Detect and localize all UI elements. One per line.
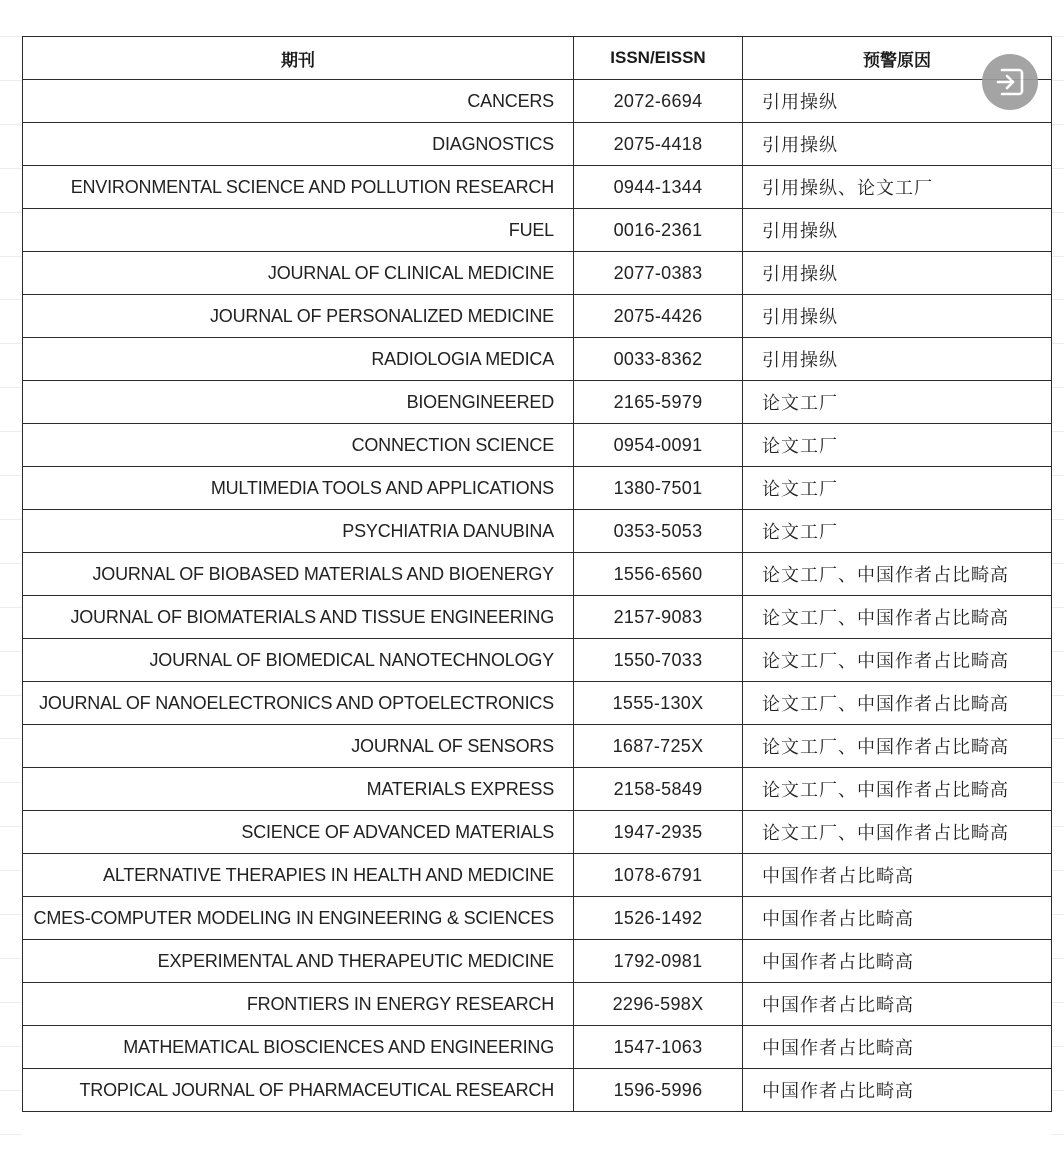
gridline-left [0,1090,22,1091]
issn-cell[interactable]: 1547-1063 [574,1026,743,1069]
journal-cell[interactable]: JOURNAL OF CLINICAL MEDICINE [23,252,574,295]
table-row [23,854,1052,897]
gridline-right [1051,431,1064,432]
gridline-right [1051,36,1064,37]
table-row [23,768,1052,811]
gridline-left [0,651,22,652]
journal-cell[interactable]: JOURNAL OF NANOELECTRONICS AND OPTOELECTRONICS [23,682,574,725]
gridline-left [0,168,22,169]
table-row [23,811,1052,854]
reason-cell[interactable]: 论文工厂、中国作者占比畸高 [743,768,1052,811]
reason-cell[interactable]: 引用操纵 [743,209,1052,252]
table-row [23,596,1052,639]
journal-cell[interactable]: JOURNAL OF PERSONALIZED MEDICINE [23,295,574,338]
journal-cell[interactable]: PSYCHIATRIA DANUBINA [23,510,574,553]
issn-cell[interactable]: 2072-6694 [574,80,743,123]
reason-cell[interactable]: 引用操纵、论文工厂 [743,166,1052,209]
issn-cell[interactable]: 0944-1344 [574,166,743,209]
issn-cell[interactable]: 2165-5979 [574,381,743,424]
table-row [23,682,1052,725]
issn-cell[interactable]: 2077-0383 [574,252,743,295]
reason-cell[interactable]: 中国作者占比畸高 [743,940,1052,983]
reason-cell[interactable]: 引用操纵 [743,123,1052,166]
gridline-left [0,343,22,344]
header-issn[interactable]: ISSN/EISSN [574,37,743,80]
journal-cell[interactable]: BIOENGINEERED [23,381,574,424]
gridline-right [1051,168,1064,169]
gridline-left [0,782,22,783]
gridline-left [0,36,22,37]
table-row [23,1069,1052,1112]
issn-cell[interactable]: 2075-4426 [574,295,743,338]
journal-cell[interactable]: JOURNAL OF BIOBASED MATERIALS AND BIOENERGY [23,553,574,596]
reason-cell[interactable]: 引用操纵 [743,295,1052,338]
gridline-left [0,695,22,696]
table-row [23,1026,1052,1069]
issn-cell[interactable]: 0033-8362 [574,338,743,381]
table-row [23,80,1052,123]
reason-cell[interactable]: 论文工厂、中国作者占比畸高 [743,811,1052,854]
reason-cell[interactable]: 引用操纵 [743,252,1052,295]
gridline-left [0,212,22,213]
journal-cell[interactable]: MATERIALS EXPRESS [23,768,574,811]
gridline-right [1051,387,1064,388]
issn-cell[interactable]: 1947-2935 [574,811,743,854]
reason-cell[interactable]: 论文工厂、中国作者占比畸高 [743,682,1052,725]
gridline-right [1051,738,1064,739]
table-row [23,510,1052,553]
reason-cell[interactable]: 引用操纵 [743,338,1052,381]
journal-cell[interactable]: DIAGNOSTICS [23,123,574,166]
gridline-left [0,80,22,81]
gridline-right [1051,343,1064,344]
reason-cell[interactable]: 论文工厂、中国作者占比畸高 [743,553,1052,596]
gridline-left [0,475,22,476]
gridline-right [1051,826,1064,827]
issn-cell[interactable]: 1550-7033 [574,639,743,682]
gridline-left [0,607,22,608]
header-reason[interactable]: 预警原因 [743,37,1052,80]
table-row [23,553,1052,596]
table-row [23,252,1052,295]
reason-cell[interactable]: 论文工厂、中国作者占比畸高 [743,725,1052,768]
issn-cell[interactable]: 1078-6791 [574,854,743,897]
table-row [23,897,1052,940]
reason-cell[interactable]: 论文工厂、中国作者占比畸高 [743,639,1052,682]
journal-cell[interactable]: RADIOLOGIA MEDICA [23,338,574,381]
gridline-left [0,1134,22,1135]
gridline-right [1051,519,1064,520]
issn-cell[interactable]: 1555-130X [574,682,743,725]
issn-cell[interactable]: 2158-5849 [574,768,743,811]
reason-cell[interactable]: 中国作者占比畸高 [743,1069,1052,1112]
reason-cell[interactable]: 论文工厂 [743,424,1052,467]
gridline-right [1051,124,1064,125]
issn-cell[interactable]: 0016-2361 [574,209,743,252]
gridline-right [1051,1090,1064,1091]
reason-cell[interactable]: 中国作者占比畸高 [743,983,1052,1026]
gridline-right [1051,475,1064,476]
table-row [23,983,1052,1026]
journal-cell[interactable]: MATHEMATICAL BIOSCIENCES AND ENGINEERING [23,1026,574,1069]
reason-cell[interactable]: 论文工厂 [743,467,1052,510]
gridline-right [1051,958,1064,959]
table-row [23,166,1052,209]
reason-cell[interactable]: 中国作者占比畸高 [743,897,1052,940]
gridline-right [1051,1002,1064,1003]
table-row [23,424,1052,467]
gridline-left [0,826,22,827]
gridline-left [0,431,22,432]
gridline-left [0,299,22,300]
gridline-left [0,738,22,739]
journal-cell[interactable]: ENVIRONMENTAL SCIENCE AND POLLUTION RESEARCH [23,166,574,209]
gridline-right [1051,563,1064,564]
journal-cell[interactable]: FRONTIERS IN ENERGY RESEARCH [23,983,574,1026]
header-row [23,37,1052,80]
gridline-left [0,256,22,257]
table-row [23,209,1052,252]
issn-cell[interactable]: 2075-4418 [574,123,743,166]
issn-cell[interactable]: 1792-0981 [574,940,743,983]
gridline-right [1051,212,1064,213]
gridline-right [1051,914,1064,915]
table-row [23,940,1052,983]
journal-cell[interactable]: CMES-COMPUTER MODELING IN ENGINEERING & SCIENCES [23,897,574,940]
journal-cell[interactable]: JOURNAL OF BIOMEDICAL NANOTECHNOLOGY [23,639,574,682]
header-journal[interactable]: 期刊 [23,37,574,80]
issn-cell[interactable]: 2296-598X [574,983,743,1026]
gridline-left [0,387,22,388]
reason-cell[interactable]: 引用操纵 [743,80,1052,123]
table-row [23,295,1052,338]
reason-cell[interactable]: 论文工厂、中国作者占比畸高 [743,596,1052,639]
journal-cell[interactable]: ALTERNATIVE THERAPIES IN HEALTH AND MEDICINE [23,854,574,897]
reason-cell[interactable]: 论文工厂 [743,381,1052,424]
issn-cell[interactable]: 1556-6560 [574,553,743,596]
table-row [23,639,1052,682]
issn-cell[interactable]: 1687-725X [574,725,743,768]
issn-cell[interactable]: 1526-1492 [574,897,743,940]
journal-cell[interactable]: CONNECTION SCIENCE [23,424,574,467]
journal-cell[interactable]: JOURNAL OF BIOMATERIALS AND TISSUE ENGINEERING [23,596,574,639]
journal-cell[interactable]: SCIENCE OF ADVANCED MATERIALS [23,811,574,854]
journal-cell[interactable]: CANCERS [23,80,574,123]
issn-cell[interactable]: 2157-9083 [574,596,743,639]
gridline-left [0,914,22,915]
gridline-right [1051,695,1064,696]
issn-cell[interactable]: 1596-5996 [574,1069,743,1112]
journal-cell[interactable]: FUEL [23,209,574,252]
table-row [23,381,1052,424]
table-row [23,338,1052,381]
exit-to-app-icon [994,66,1026,98]
reason-cell[interactable]: 中国作者占比畸高 [743,854,1052,897]
gridline-left [0,124,22,125]
table-row [23,725,1052,768]
table-row [23,467,1052,510]
gridline-right [1051,256,1064,257]
table-body [23,80,1052,1112]
issn-cell[interactable]: 0954-0091 [574,424,743,467]
issn-cell[interactable]: 0353-5053 [574,510,743,553]
gridline-left [0,958,22,959]
gridline-right [1051,782,1064,783]
exit-button[interactable] [982,54,1038,110]
reason-cell[interactable]: 论文工厂 [743,510,1052,553]
gridline-right [1051,870,1064,871]
gridline-left [0,1046,22,1047]
gridline-right [1051,1134,1064,1135]
gridline-left [0,1002,22,1003]
gridline-right [1051,651,1064,652]
reason-cell[interactable]: 中国作者占比畸高 [743,1026,1052,1069]
journal-cell[interactable]: MULTIMEDIA TOOLS AND APPLICATIONS [23,467,574,510]
journal-cell[interactable]: JOURNAL OF SENSORS [23,725,574,768]
journal-cell[interactable]: TROPICAL JOURNAL OF PHARMACEUTICAL RESEARCH [23,1069,574,1112]
issn-cell[interactable]: 1380-7501 [574,467,743,510]
gridline-right [1051,299,1064,300]
journal-cell[interactable]: EXPERIMENTAL AND THERAPEUTIC MEDICINE [23,940,574,983]
table-row [23,123,1052,166]
gridline-left [0,519,22,520]
gridline-left [0,563,22,564]
gridline-right [1051,80,1064,81]
gridline-left [0,870,22,871]
gridline-right [1051,1046,1064,1047]
journal-warning-table [22,36,1052,1112]
gridline-right [1051,607,1064,608]
